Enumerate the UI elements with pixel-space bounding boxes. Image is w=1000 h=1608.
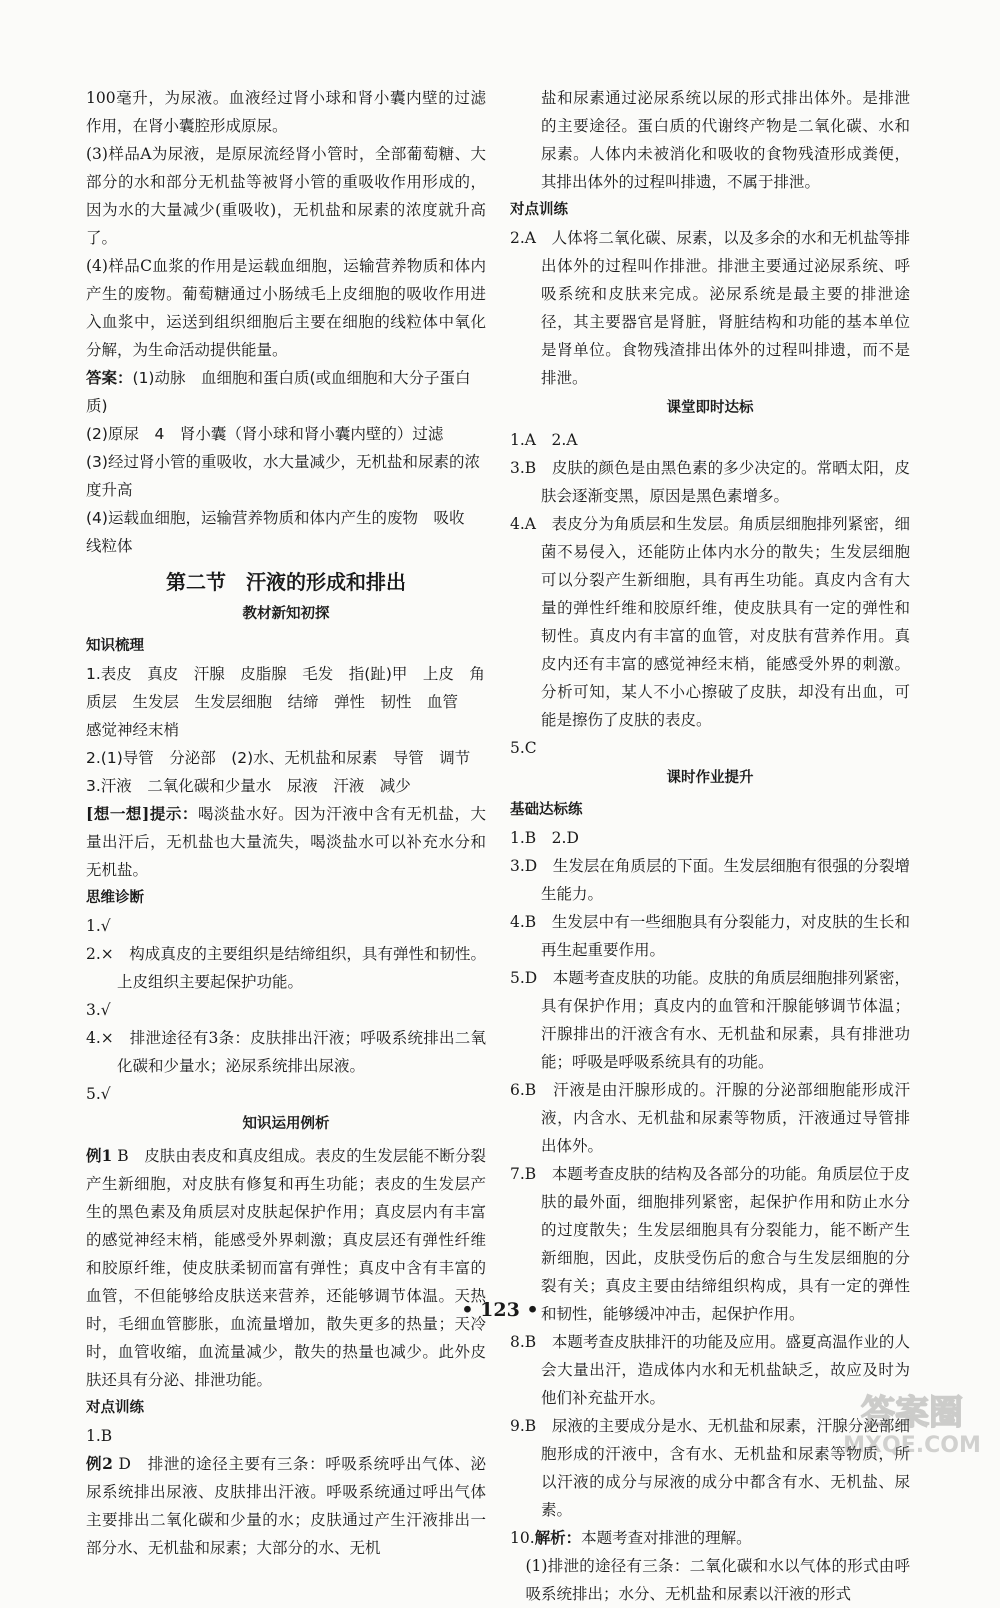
- answer-line: (2)原尿 4 肾小囊（肾小球和肾小囊内壁的）过滤: [86, 425, 444, 443]
- think-label: [想一想]提示：: [86, 804, 198, 823]
- practice-item: 2.A 人体将二氧化碳、尿素，以及多余的水和无机盐等排出体外的过程叫作排泄。排泄主要通过泌尿系统、呼吸系统和皮肤来完成。泌尿系统是最主要的排泄途径，其主要器官是肾脏，肾脏结构和功能的基本单位是肾单位。食物残渣排出体外的过程叫排遗，而不是排泄。: [510, 229, 910, 387]
- subsection-heading: 知识运用例析: [242, 1116, 330, 1132]
- practice-item: 1.B: [86, 1427, 113, 1445]
- homework-item: [510, 1524, 910, 1552]
- example-item: [86, 1450, 486, 1562]
- analysis-text: 本题考查对排泄的理解。: [581, 1529, 752, 1547]
- watermark-url: MXQE.COM: [843, 1433, 981, 1458]
- example-text: D 排泄的途径主要有三条：呼吸系统呼出气体、泌尿系统排出尿液、皮肤排出汗液。呼吸系统通过呼出气体主要排出二氧化碳和少量的水；皮肤通过产生汗液排出一部分水、无机盐和尿素；大部分的水、无机: [86, 1455, 486, 1557]
- paragraph: 100毫升，为尿液。血液经过肾小球和肾小囊内壁的过滤作用，在肾小囊腔形成原尿。: [86, 89, 486, 135]
- item-number: 10.: [510, 1529, 535, 1547]
- quiz-item: 1.A 2.A: [510, 431, 578, 449]
- homework-item: 3.D 生发层在角质层的下面。生发层细胞有很强的分裂增生能力。: [510, 857, 910, 903]
- quiz-item: 4.A 表皮分为角质层和生发层。角质层细胞排列紧密，细菌不易侵入，还能防止体内水分的散失；生发层细胞可以分裂产生新细胞，具有再生功能。真皮内含有大量的弹性纤维和胶原纤维，使皮肤具有一定的弹性和韧性。真皮内有丰富的血管，对皮肤有营养作用。真皮内还有丰富的感觉神经末梢，能感受外界的刺激。分析可知，某人不小心擦破了皮肤，却没有出血，可能是擦伤了皮肤的表皮。: [510, 515, 910, 729]
- homework-item: 5.D 本题考查皮肤的功能。皮肤的角质层细胞排列紧密，具有保护作用；真皮内的血管和汗腺能够调节体温；汗腺排出的汗液含有水、无机盐和尿素，具有排泄功能；呼吸是呼吸系统具有的功能。: [510, 969, 910, 1071]
- analysis-detail: (1)排泄的途径有三条：二氧化碳和水以气体的形式由呼吸系统排出；水分、无机盐和尿素以汗液的形式: [525, 1557, 910, 1603]
- paragraph: (4)样品C血浆的作用是运载血细胞，运输营养物质和体内产生的废物。葡萄糖通过小肠绒毛上皮细胞的吸收作用进入血浆中，运送到组织细胞后主要在细胞的线粒体中氧化分解，为生命活动提供能量。: [86, 257, 486, 359]
- knowledge-item: 3.汗液 二氧化碳和少量水 尿液 汗液 减少: [86, 777, 411, 795]
- homework-item: 8.B 本题考查皮肤排汗的功能及应用。盛夏高温作业的人会大量出汗，造成体内水和无机盐缺乏，故应及时为他们补充盐开水。: [510, 1333, 910, 1407]
- think-note: [86, 800, 486, 884]
- example-label: 例2: [86, 1454, 113, 1473]
- diagnosis-item: 5.√: [86, 1085, 111, 1103]
- answer-label: 答案：: [86, 369, 133, 387]
- paragraph: (3)样品A为尿液，是原尿流经肾小管时，全部葡萄糖、大部分的水和部分无机盐等被肾小管的重吸收作用形成的，因为水的大量减少(重吸收)，无机盐和尿素的浓度就升高了。: [86, 145, 486, 247]
- knowledge-item: 2.(1)导管 分泌部 (2)水、无机盐和尿素 导管 调节: [86, 749, 471, 767]
- subsection-heading: 教材新知初探: [242, 606, 330, 622]
- heading-diagnosis: 思维诊断: [86, 890, 144, 906]
- section-title: 第二节 汗液的形成和排出: [166, 570, 406, 594]
- subsection-heading: 课时作业提升: [666, 770, 754, 786]
- page-number: • 123 •: [461, 1299, 539, 1321]
- heading-practice: 对点训练: [510, 202, 568, 218]
- example-text: B 皮肤由表皮和真皮组成。表皮的生发层能不断分裂产生新细胞，对皮肤有修复和再生功能；表皮的生发层产生的黑色素及角质层对皮肤起保护作用；真皮层内有丰富的感觉神经末梢，能感受外界刺激；真皮层还有弹性纤维和胶原纤维，使皮肤柔韧而富有弹性；真皮中含有丰富的血管，不但能够给皮肤送来营养，还能够调节体温。天热时，毛细血管膨胀，血流量增加，散失更多的热量；天冷时，血管收缩，血流量减少，散失的热量也减少。此外皮肤还具有分泌、排泄功能。: [86, 1147, 486, 1389]
- diagnosis-item: 3.√: [86, 1001, 111, 1019]
- right-column: [510, 84, 910, 1608]
- answer-line: [86, 364, 486, 420]
- heading-practice: 对点训练: [86, 1400, 144, 1416]
- watermark-logo: [832, 1386, 992, 1458]
- answer-text: (1)动脉 血细胞和蛋白质(或血细胞和大分子蛋白质): [86, 369, 471, 415]
- homework-item: 6.B 汗液是由汗腺形成的。汗腺的分泌部细胞能形成汗液，内含水、无机盐和尿素等物质，汗液通过导管排出体外。: [510, 1081, 910, 1155]
- homework-item: 4.B 生发层中有一些细胞具有分裂能力，对皮肤的生长和再生起重要作用。: [510, 913, 910, 959]
- analysis-label: 解析：: [534, 1528, 582, 1547]
- answer-line: (3)经过肾小管的重吸收，水大量减少，无机盐和尿素的浓度升高: [86, 453, 480, 499]
- quiz-item: 5.C: [510, 739, 537, 757]
- homework-item: 1.B 2.D: [510, 829, 579, 847]
- subsection-heading: 课堂即时达标: [666, 400, 754, 416]
- diagnosis-item: 4.× 排泄途径有3条：皮肤排出汗液；呼吸系统排出二氧化碳和少量水；泌尿系统排出尿液。: [86, 1029, 486, 1075]
- diagnosis-item: 2.× 构成真皮的主要组织是结缔组织，具有弹性和韧性。上皮组织主要起保护功能。: [86, 945, 486, 991]
- paragraph: 盐和尿素通过泌尿系统以尿的形式排出体外。是排泄的主要途径。蛋白质的代谢终产物是二氧化碳、水和尿素。人体内未被消化和吸收的食物残渣形成粪便，其排出体外的过程叫排遗，不属于排泄。: [541, 89, 910, 191]
- example-label: 例1: [86, 1146, 113, 1165]
- quiz-item: 3.B 皮肤的颜色是由黑色素的多少决定的。常晒太阳，皮肤会逐渐变黑，原因是黑色素增多。: [510, 459, 910, 505]
- watermark-text: 答案圈: [861, 1393, 963, 1433]
- heading-knowledge: 知识梳理: [86, 638, 144, 654]
- think-text: 喝淡盐水好。因为汗液中含有无机盐，大量出汗后，无机盐也大量流失，喝淡盐水可以补充水分和无机盐。: [86, 805, 486, 879]
- left-column: [86, 84, 486, 1562]
- homework-item: 9.B 尿液的主要成分是水、无机盐和尿素，汗腺分泌部细胞形成的汗液中，含有水、无机盐和尿素等物质，所以汗液的成分与尿液的成分中都含有水、无机盐、尿素。: [510, 1417, 910, 1519]
- heading-basic: 基础达标练: [510, 802, 583, 818]
- knowledge-item: 1.表皮 真皮 汗腺 皮脂腺 毛发 指(趾)甲 上皮 角质层 生发层 生发层细胞 结缔 弹性 韧性 血管 感觉神经末梢: [86, 665, 485, 739]
- answer-line: (4)运载血细胞，运输营养物质和体内产生的废物 吸收 线粒体: [86, 509, 480, 555]
- homework-item: 7.B 本题考查皮肤的结构及各部分的功能。角质层位于皮肤的最外面，细胞排列紧密，起保护作用和防止水分的过度散失；生发层细胞具有分裂能力，能不断产生新细胞，因此，皮肤受伤后的愈合与生发层细胞的分裂有关；真皮主要由结缔组织构成，具有一定的弹性和韧性，能够缓冲冲击，起保护作用。: [510, 1165, 910, 1323]
- example-item: [86, 1142, 486, 1394]
- diagnosis-item: 1.√: [86, 917, 111, 935]
